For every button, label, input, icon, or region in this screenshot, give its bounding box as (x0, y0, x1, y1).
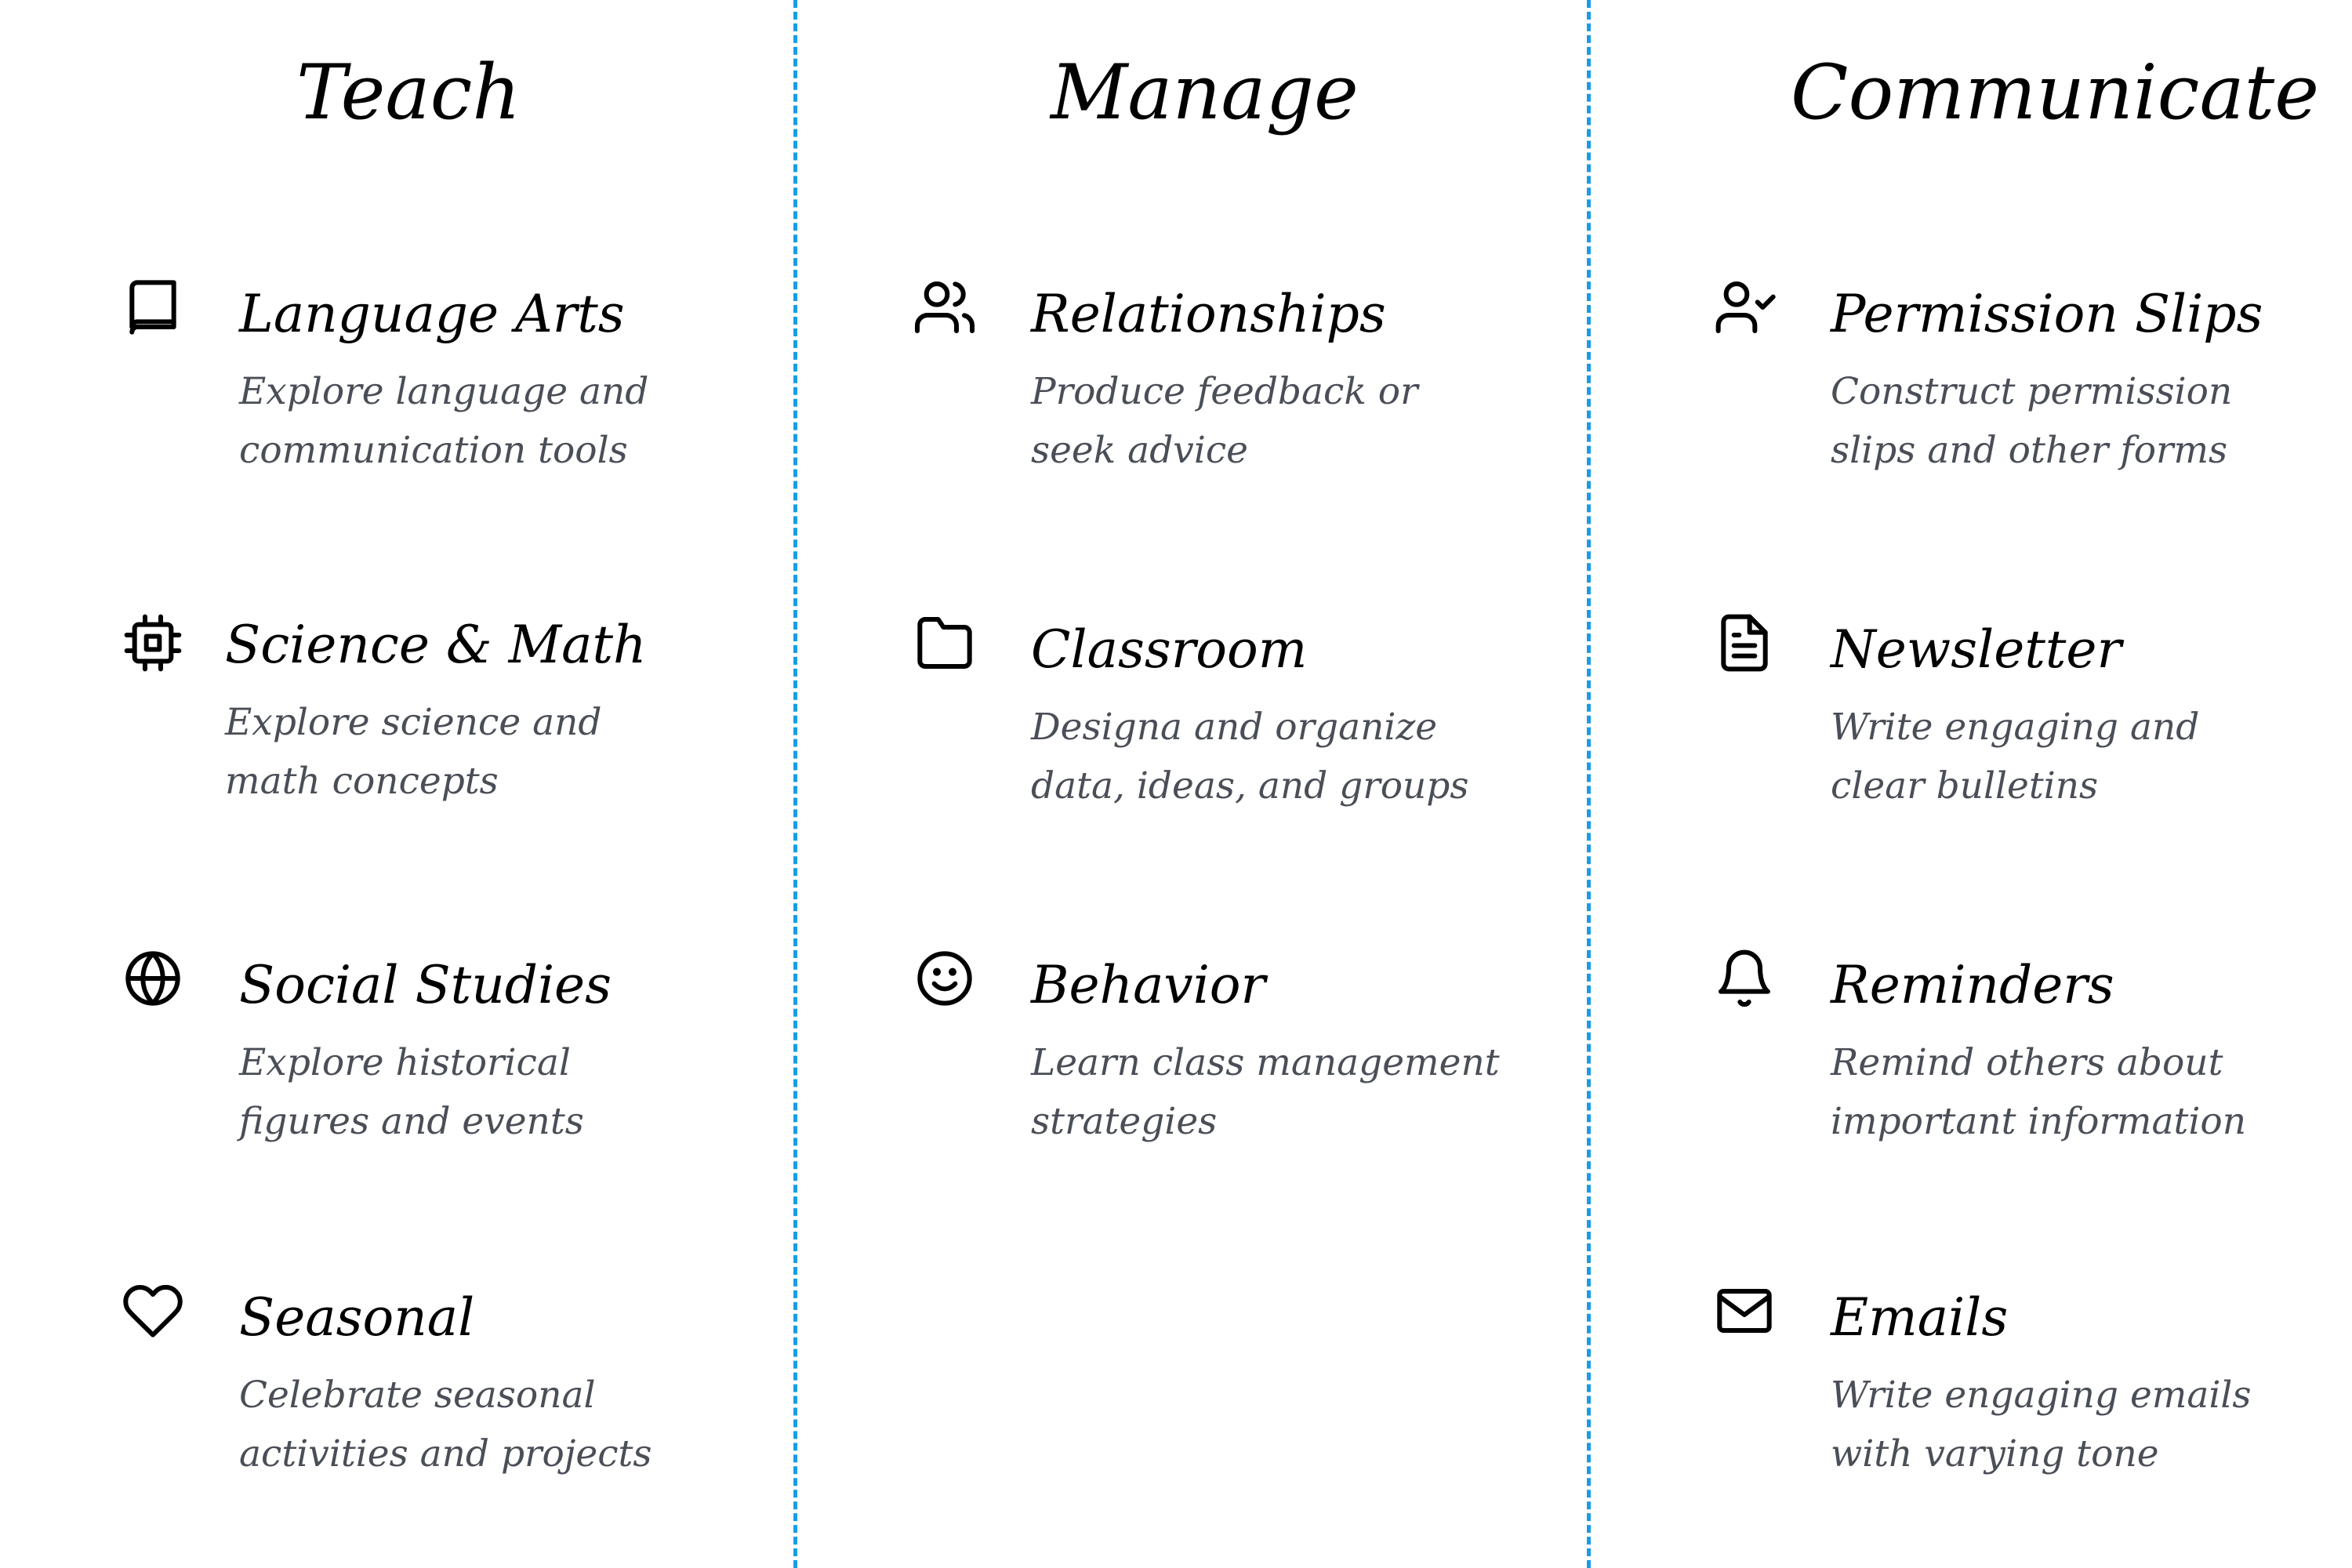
user-check-icon (1713, 276, 1776, 339)
book-icon (122, 276, 184, 339)
item-description: Explore language and communication tools (239, 370, 649, 472)
item-title: Seasonal (239, 1287, 475, 1348)
column-divider (793, 0, 797, 1568)
item-description: Produce feedback or seek advice (1031, 370, 1418, 472)
item-title: Newsletter (1831, 619, 2122, 680)
item-description: Explore science and math concepts (225, 701, 602, 803)
column-title-communicate: Communicate (1791, 49, 2320, 136)
users-icon (913, 276, 976, 339)
item-title: Language Arts (239, 284, 625, 344)
mail-icon (1713, 1279, 1776, 1342)
item-description: Construct permission slips and other forms (1831, 370, 2233, 472)
item-title: Permission Slips (1831, 284, 2263, 344)
item-description: Designa and organize data, ideas, and groups (1031, 706, 1469, 808)
item-title: Behavior (1031, 955, 1266, 1015)
smile-icon (913, 947, 976, 1010)
item-description: Remind others about important information (1831, 1041, 2246, 1143)
item-description: Celebrate seasonal activities and projects (239, 1374, 652, 1475)
item-description: Explore historical figures and events (239, 1041, 584, 1143)
item-description: Learn class management strategies (1031, 1041, 1500, 1143)
item-title: Social Studies (239, 955, 612, 1015)
item-title: Classroom (1031, 619, 1308, 680)
item-title: Science & Math (225, 615, 647, 675)
item-title: Reminders (1831, 955, 2114, 1015)
item-description: Write engaging emails with varying tone (1831, 1374, 2252, 1475)
item-description: Write engaging and clear bulletins (1831, 706, 2200, 808)
folder-icon (913, 612, 976, 674)
column-title-manage: Manage (1051, 49, 1359, 136)
heart-icon (122, 1279, 184, 1342)
column-divider (1587, 0, 1591, 1568)
item-title: Emails (1831, 1287, 2009, 1348)
column-title-teach: Teach (296, 49, 521, 136)
bell-icon (1713, 947, 1776, 1010)
document-icon (1713, 612, 1776, 674)
item-title: Relationships (1031, 284, 1386, 344)
globe-icon (122, 947, 184, 1010)
chip-icon (122, 612, 184, 674)
